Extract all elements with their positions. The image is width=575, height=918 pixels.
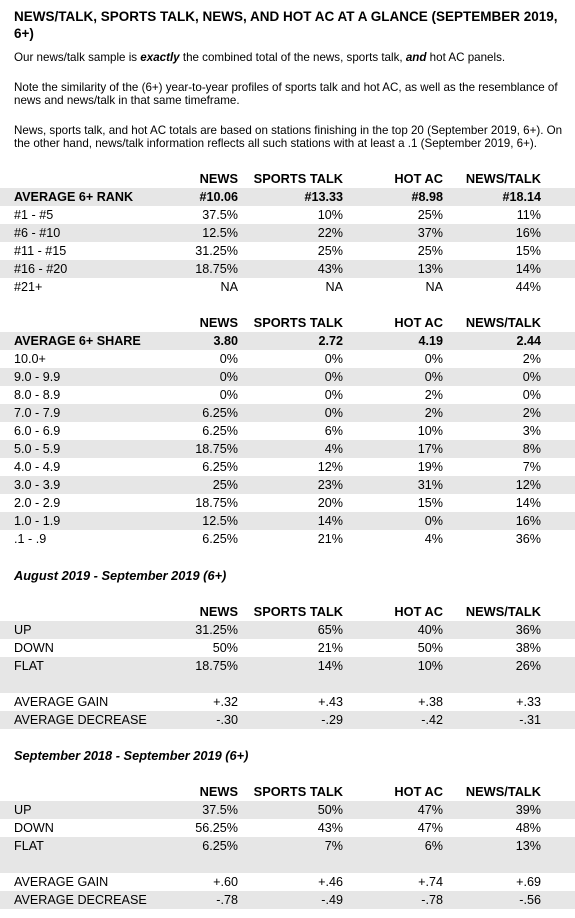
cell-sports-talk: 14% xyxy=(317,659,343,673)
cell-sports-talk: 0% xyxy=(324,388,343,402)
table-row xyxy=(0,621,575,639)
col-header-hot-ac: HOT AC xyxy=(394,604,443,619)
table-row xyxy=(0,530,575,548)
table-row xyxy=(0,260,575,278)
cell-sports-talk: 0% xyxy=(324,352,343,366)
cell-sports-talk: NA xyxy=(325,280,343,294)
cell-news: 31.25% xyxy=(195,623,238,637)
table-row xyxy=(0,242,575,260)
row-label: FLAT xyxy=(14,839,44,853)
col-header-hot-ac: HOT AC xyxy=(394,784,443,799)
cell-news-talk: 8% xyxy=(522,442,541,456)
row-label: 6.0 - 6.9 xyxy=(14,424,61,438)
col-header-sports-talk: SPORTS TALK xyxy=(253,315,343,330)
cell-sports-talk: 4% xyxy=(324,442,343,456)
intro-paragraph-1 xyxy=(14,51,569,64)
cell-news-talk: 3% xyxy=(522,424,541,438)
cell-news: 0% xyxy=(219,370,238,384)
cell-news: NA xyxy=(220,280,238,294)
col-header-hot-ac: HOT AC xyxy=(394,315,443,330)
cell-news-talk: 2.44 xyxy=(516,334,541,348)
row-label: #1 - #5 xyxy=(14,208,54,222)
row-label: DOWN xyxy=(14,641,54,655)
cell-news: 6.25% xyxy=(202,532,238,546)
row-label: #21+ xyxy=(14,280,43,294)
average-rank-row xyxy=(0,188,575,206)
section-heading-month: August 2019 - September 2019 (6+) xyxy=(14,568,227,583)
cell-news: 25% xyxy=(212,478,238,492)
col-header-news: NEWS xyxy=(199,171,238,186)
cell-news-talk: 0% xyxy=(522,388,541,402)
cell-sports-talk: 50% xyxy=(317,803,343,817)
row-label: 3.0 - 3.9 xyxy=(14,478,61,492)
cell-hot-ac: 0% xyxy=(424,514,443,528)
col-header-news-talk: NEWS/TALK xyxy=(465,171,541,186)
cell-hot-ac: 37% xyxy=(417,226,443,240)
table-row xyxy=(0,476,575,494)
cell-news: 6.25% xyxy=(202,839,238,853)
intro-text: the combined total of the news, sports talk, xyxy=(179,51,406,64)
cell-news-talk: 26% xyxy=(515,659,541,673)
cell-news-talk: 7% xyxy=(522,460,541,474)
cell-news-talk: 0% xyxy=(522,370,541,384)
col-header-news: NEWS xyxy=(199,604,238,619)
cell-sports-talk: 25% xyxy=(317,244,343,258)
cell-news-talk: 16% xyxy=(515,514,541,528)
cell-sports-talk: 43% xyxy=(317,821,343,835)
table-row xyxy=(0,224,575,242)
cell-sports-talk: 22% xyxy=(317,226,343,240)
row-label: 9.0 - 9.9 xyxy=(14,370,61,384)
average-gain-row xyxy=(0,693,575,711)
cell-news-talk: 12% xyxy=(515,478,541,492)
cell-hot-ac: 47% xyxy=(417,821,443,835)
cell-sports-talk: +.46 xyxy=(318,875,343,889)
row-label: UP xyxy=(14,623,32,637)
cell-sports-talk: +.43 xyxy=(318,695,343,709)
cell-news: 18.75% xyxy=(195,659,238,673)
year-column-headers xyxy=(0,783,575,801)
table-row xyxy=(0,404,575,422)
row-label: .1 - .9 xyxy=(14,532,47,546)
cell-sports-talk: 10% xyxy=(317,208,343,222)
cell-news: 37.5% xyxy=(202,208,238,222)
cell-news-talk: 44% xyxy=(515,280,541,294)
cell-news-talk: 2% xyxy=(522,406,541,420)
row-label: UP xyxy=(14,803,32,817)
table-row xyxy=(0,494,575,512)
cell-news-talk: 36% xyxy=(515,532,541,546)
spacer-row xyxy=(0,675,575,693)
row-label: FLAT xyxy=(14,659,44,673)
cell-hot-ac: NA xyxy=(425,280,443,294)
table-row xyxy=(0,422,575,440)
cell-news: -.78 xyxy=(216,893,238,907)
cell-hot-ac: 10% xyxy=(417,659,443,673)
col-header-news-talk: NEWS/TALK xyxy=(465,604,541,619)
section-heading-year: September 2018 - September 2019 (6+) xyxy=(14,748,249,763)
row-label: 8.0 - 8.9 xyxy=(14,388,61,402)
row-label: #6 - #10 xyxy=(14,226,61,240)
col-header-sports-talk: SPORTS TALK xyxy=(253,784,343,799)
cell-news: 18.75% xyxy=(195,496,238,510)
intro-emphasis: exactly xyxy=(140,51,180,64)
row-label: AVERAGE DECREASE xyxy=(14,893,147,907)
cell-hot-ac: 2% xyxy=(424,406,443,420)
cell-news-talk: 39% xyxy=(515,803,541,817)
cell-sports-talk: 0% xyxy=(324,406,343,420)
cell-hot-ac: 6% xyxy=(424,839,443,853)
cell-hot-ac: +.38 xyxy=(418,695,443,709)
row-label: DOWN xyxy=(14,821,54,835)
cell-sports-talk: 43% xyxy=(317,262,343,276)
table-row xyxy=(0,206,575,224)
cell-hot-ac: 25% xyxy=(417,208,443,222)
cell-news: 18.75% xyxy=(195,262,238,276)
cell-hot-ac: 50% xyxy=(417,641,443,655)
row-label: 5.0 - 5.9 xyxy=(14,442,61,456)
table-row xyxy=(0,639,575,657)
row-label: 10.0+ xyxy=(14,352,46,366)
col-header-news-talk: NEWS/TALK xyxy=(465,315,541,330)
average-decrease-row xyxy=(0,891,575,909)
cell-hot-ac: 4.19 xyxy=(418,334,443,348)
cell-hot-ac: 19% xyxy=(417,460,443,474)
cell-news: 0% xyxy=(219,352,238,366)
cell-news: +.60 xyxy=(213,875,238,889)
cell-sports-talk: 2.72 xyxy=(318,334,343,348)
table-row xyxy=(0,386,575,404)
cell-news-talk: 16% xyxy=(515,226,541,240)
cell-sports-talk: 21% xyxy=(317,532,343,546)
cell-news: 3.80 xyxy=(213,334,238,348)
row-label: AVERAGE GAIN xyxy=(14,875,109,889)
table-row xyxy=(0,368,575,386)
row-label: AVERAGE 6+ SHARE xyxy=(14,334,141,348)
cell-news: 50% xyxy=(212,641,238,655)
cell-news: 6.25% xyxy=(202,424,238,438)
col-header-news-talk: NEWS/TALK xyxy=(465,784,541,799)
cell-hot-ac: 47% xyxy=(417,803,443,817)
average-decrease-row xyxy=(0,711,575,729)
intro-emphasis: and xyxy=(405,51,427,64)
cell-news-talk: +.69 xyxy=(516,875,541,889)
cell-hot-ac: -.78 xyxy=(421,893,443,907)
col-header-news: NEWS xyxy=(199,784,238,799)
cell-news: 6.25% xyxy=(202,406,238,420)
intro-paragraph-3: News, sports talk, and hot AC totals are based on stations finishing in the top 20 (September 2019, 6+). On the other hand, news/talk information reflects all such stations with at least a .1 (September 2019, 6+). xyxy=(14,124,563,150)
average-gain-row xyxy=(0,873,575,891)
cell-hot-ac: 2% xyxy=(424,388,443,402)
cell-news: 6.25% xyxy=(202,460,238,474)
cell-news: 0% xyxy=(219,388,238,402)
table-row xyxy=(0,657,575,675)
cell-sports-talk: #13.33 xyxy=(304,190,343,204)
cell-sports-talk: 6% xyxy=(324,424,343,438)
cell-news: #10.06 xyxy=(199,190,238,204)
intro-text: Our news/talk sample is xyxy=(14,51,141,64)
cell-news-talk: 14% xyxy=(515,262,541,276)
cell-news-talk: 13% xyxy=(515,839,541,853)
cell-news-talk: 14% xyxy=(515,496,541,510)
col-header-hot-ac: HOT AC xyxy=(394,171,443,186)
cell-news: 31.25% xyxy=(195,244,238,258)
cell-news-talk: 38% xyxy=(515,641,541,655)
row-label: 2.0 - 2.9 xyxy=(14,496,61,510)
cell-sports-talk: -.49 xyxy=(321,893,343,907)
rank-column-headers xyxy=(0,170,575,188)
cell-news: 12.5% xyxy=(202,226,238,240)
table-row xyxy=(0,350,575,368)
cell-hot-ac: 17% xyxy=(417,442,443,456)
cell-news: -.30 xyxy=(216,713,238,727)
table-row xyxy=(0,837,575,855)
cell-hot-ac: 15% xyxy=(417,496,443,510)
cell-news-talk: 36% xyxy=(515,623,541,637)
table-row xyxy=(0,458,575,476)
cell-hot-ac: 10% xyxy=(417,424,443,438)
cell-hot-ac: 0% xyxy=(424,370,443,384)
cell-hot-ac: 25% xyxy=(417,244,443,258)
cell-news-talk: 2% xyxy=(522,352,541,366)
col-header-sports-talk: SPORTS TALK xyxy=(253,171,343,186)
cell-news-talk: #18.14 xyxy=(502,190,541,204)
intro-text: hot AC panels. xyxy=(426,51,506,64)
cell-sports-talk: 23% xyxy=(317,478,343,492)
cell-news-talk: 15% xyxy=(515,244,541,258)
cell-news: 56.25% xyxy=(195,821,238,835)
intro-paragraph-2: Note the similarity of the (6+) year-to-year profiles of sports talk and hot AC, as well as the resemblance of news and news/talk in that same timeframe. xyxy=(14,81,558,107)
row-label: AVERAGE 6+ RANK xyxy=(14,190,134,204)
cell-news: 37.5% xyxy=(202,803,238,817)
table-row xyxy=(0,278,575,296)
table-row xyxy=(0,801,575,819)
cell-sports-talk: 65% xyxy=(317,623,343,637)
col-header-news: NEWS xyxy=(199,315,238,330)
average-share-row xyxy=(0,332,575,350)
cell-news-talk: -.31 xyxy=(519,713,541,727)
cell-sports-talk: 20% xyxy=(317,496,343,510)
cell-hot-ac: 13% xyxy=(417,262,443,276)
share-column-headers xyxy=(0,314,575,332)
row-label: AVERAGE DECREASE xyxy=(14,713,147,727)
cell-news-talk: +.33 xyxy=(516,695,541,709)
cell-news-talk: 11% xyxy=(516,208,541,222)
cell-hot-ac: 31% xyxy=(417,478,443,492)
row-label: 7.0 - 7.9 xyxy=(14,406,61,420)
cell-hot-ac: #8.98 xyxy=(411,190,443,204)
cell-hot-ac: 0% xyxy=(424,352,443,366)
spacer-row xyxy=(0,855,575,873)
cell-sports-talk: 14% xyxy=(317,514,343,528)
cell-news: 18.75% xyxy=(195,442,238,456)
cell-news-talk: 48% xyxy=(515,821,541,835)
month-column-headers xyxy=(0,603,575,621)
table-row xyxy=(0,440,575,458)
row-label: 4.0 - 4.9 xyxy=(14,460,61,474)
cell-sports-talk: 21% xyxy=(317,641,343,655)
row-label: #11 - #15 xyxy=(14,244,67,258)
row-label: #16 - #20 xyxy=(14,262,68,276)
cell-sports-talk: 7% xyxy=(324,839,343,853)
cell-news: 12.5% xyxy=(202,514,238,528)
cell-hot-ac: +.74 xyxy=(418,875,443,889)
cell-hot-ac: 40% xyxy=(417,623,443,637)
cell-hot-ac: 4% xyxy=(424,532,443,546)
cell-news: +.32 xyxy=(213,695,238,709)
table-row xyxy=(0,819,575,837)
row-label: 1.0 - 1.9 xyxy=(14,514,61,528)
cell-hot-ac: -.42 xyxy=(421,713,443,727)
cell-sports-talk: -.29 xyxy=(321,713,343,727)
page-title: NEWS/TALK, SPORTS TALK, NEWS, AND HOT AC AT A GLANCE (SEPTEMBER 2019, 6+) xyxy=(14,9,558,41)
cell-news-talk: -.56 xyxy=(519,893,541,907)
col-header-sports-talk: SPORTS TALK xyxy=(253,604,343,619)
row-label: AVERAGE GAIN xyxy=(14,695,109,709)
cell-sports-talk: 12% xyxy=(317,460,343,474)
cell-sports-talk: 0% xyxy=(324,370,343,384)
table-row xyxy=(0,512,575,530)
